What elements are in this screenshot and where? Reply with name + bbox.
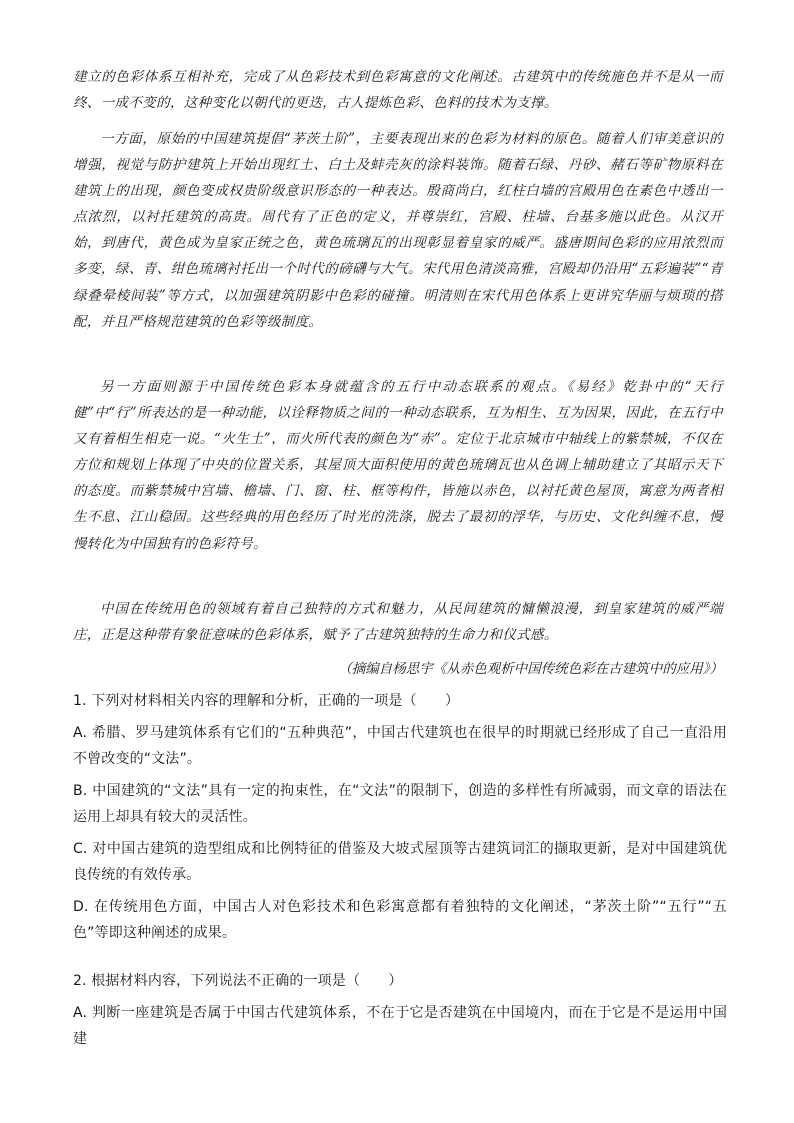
question-2 [73, 968, 727, 1052]
material-paragraph-2 [73, 374, 723, 557]
question-2-stem: 2. 根据材料内容，下列说法不正确的一项是（ ） [73, 973, 403, 989]
material-paragraph-continued [73, 64, 723, 116]
material-paragraph-1 [73, 126, 723, 335]
material-paragraph-3 [73, 596, 723, 648]
material-p2: 另一方面则源于中国传统色彩本身就蕴含的五行中动态联系的观点。《易经》乾卦中的“天行健”中“行”所表达的是一种动能，以诠释物质之间的一种动态联系，互为相生、互为因果，因此，在五行中又有着相生相克一说。“火生土”，而火所代表的颜色为“赤”。定位于北京城市中轴线上的紫禁城，不仅在方位和规划上体现了中央的位置关系，其屋顶大面积使用的黄色琉璃瓦也从色调上辅助建立了其昭示天下的态度。而紫禁城中宫墙、檐墙、门、窗、柱、框等构件，皆施以赤色，以衬托黄色屋顶，寓意为两者相生不息、江山稳固。这些经典的用色经历了时光的洗涤，脱去了最初的浮华，与历史、文化纠缠不息，慢慢转化为中国独有的色彩符号。 [73, 379, 723, 552]
material-p3: 中国在传统用色的领域有着自己独特的方式和魅力，从民间建筑的慵懒浪漫，到皇家建筑的威严端庄，正是这种带有象征意味的色彩体系，赋予了古建筑独特的生命力和仪式感。 [73, 601, 723, 644]
question-1-option-d[interactable]: D. 在传统用色方面，中国古人对色彩技术和色彩寓意都有着独特的文化阐述，“茅茨土阶”“五行”“五色”等即这种阐述的成果。 [73, 899, 727, 941]
question-1-stem: 1. 下列对材料相关内容的理解和分析，正确的一项是（ ） [73, 693, 460, 709]
question-1-option-a[interactable]: A. 希腊、罗马建筑体系有它们的“五种典范”，中国古代建筑也在很早的时期就已经形成了自己一直沿用不曾改变的“文法”。 [73, 725, 727, 767]
question-1-option-b[interactable]: B. 中国建筑的“文法”具有一定的拘束性，在“文法”的限制下，创造的多样性有所减弱，而文章的语法在运用上却具有较大的灵活性。 [73, 783, 727, 825]
material-p0: 建立的色彩体系互相补充，完成了从色彩技术到色彩寓意的文化阐述。古建筑中的传统施色并不是从一而终、一成不变的，这种变化以朝代的更迭，古人提炼色彩、色料的技术为支撑。 [73, 69, 723, 112]
question-2-option-a[interactable]: A. 判断一座建筑是否属于中国古代建筑体系，不在于它是否建筑在中国境内，而在于它是不是运用中国建 [73, 1005, 727, 1047]
question-1-option-c[interactable]: C. 对中国古建筑的造型组成和比例特征的借鉴及大坡式屋顶等古建筑词汇的撷取更新，是对中国建筑优良传统的有效传承。 [73, 841, 727, 883]
question-1 [73, 688, 727, 946]
material-p1: 一方面，原始的中国建筑提倡“茅茨土阶”，主要表现出来的色彩为材料的原色。随着人们审美意识的增强，视觉与防护建筑上开始出现红土、白土及蚌壳灰的涂料装饰。随着石绿、丹砂、赭石等矿物原料在建筑上的出现，颜色变成权贵阶级意识形态的一种表达。殷商尚白，红柱白墙的宫殿用色在素色中透出一点浓烈，以衬托建筑的高贵。周代有了正色的定义，并尊崇红，宫殿、柱墙、台基多施以此色。从汉开始，到唐代，黄色成为皇家正统之色，黄色琉璃瓦的出现彰显着皇家的威严。盛唐期间色彩的应用浓烈而多变，绿、青、绀色琉璃衬托出一个时代的磅礴与大气。宋代用色清淡高雅，宫殿却仍沿用“五彩遍装”“青绿叠晕棱间装”等方式，以加强建筑阴影中色彩的碰撞。明清则在宋代用色体系上更讲究华丽与烦琐的搭配，并且严格规范建筑的色彩等级制度。 [73, 131, 723, 330]
source-citation: （摘编自杨思宇《从赤色观析中国传统色彩在古建筑中的应用》） [338, 661, 723, 677]
